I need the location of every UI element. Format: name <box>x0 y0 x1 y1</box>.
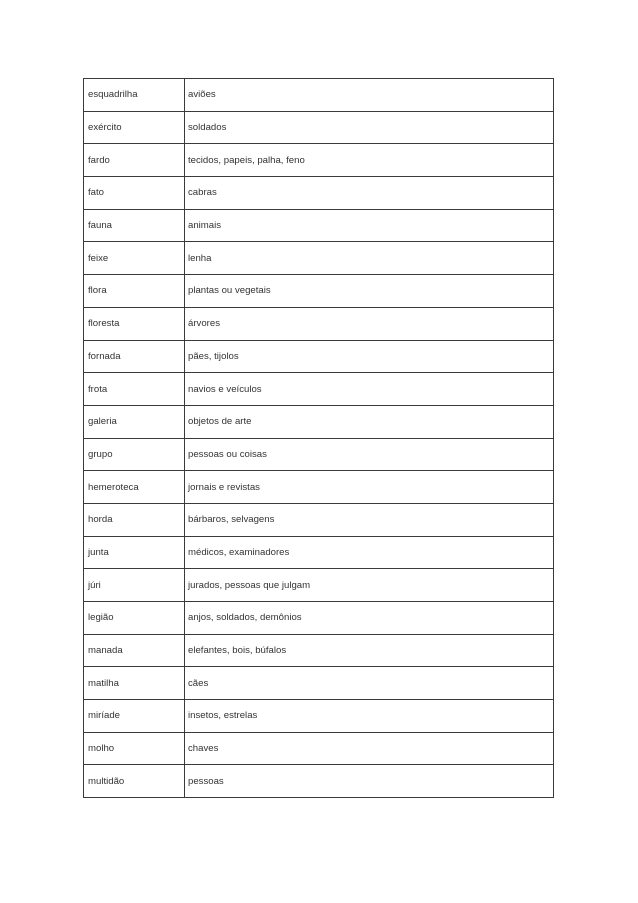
table-row <box>84 700 554 733</box>
table-row <box>84 765 554 798</box>
collective-nouns-table <box>83 78 554 798</box>
table-row <box>84 438 554 471</box>
term-cell: legião <box>84 602 185 635</box>
meaning-cell: aviões <box>185 79 554 112</box>
meaning-cell: bárbaros, selvagens <box>185 503 554 536</box>
term-cell: multidão <box>84 765 185 798</box>
table-row <box>84 177 554 210</box>
term-cell: fauna <box>84 209 185 242</box>
meaning-cell: plantas ou vegetais <box>185 275 554 308</box>
table-row <box>84 340 554 373</box>
meaning-cell: cabras <box>185 177 554 210</box>
meaning-cell: pessoas <box>185 765 554 798</box>
table-row <box>84 79 554 112</box>
table-row <box>84 503 554 536</box>
meaning-cell: cães <box>185 667 554 700</box>
meaning-cell: jornais e revistas <box>185 471 554 504</box>
meaning-cell: pães, tijolos <box>185 340 554 373</box>
meaning-cell: tecidos, papeis, palha, feno <box>185 144 554 177</box>
table-row <box>84 634 554 667</box>
table-row <box>84 144 554 177</box>
table-row <box>84 536 554 569</box>
table-row <box>84 602 554 635</box>
table-row <box>84 242 554 275</box>
table-row <box>84 111 554 144</box>
table-row <box>84 373 554 406</box>
term-cell: fornada <box>84 340 185 373</box>
meaning-cell: elefantes, bois, búfalos <box>185 634 554 667</box>
term-cell: exército <box>84 111 185 144</box>
meaning-cell: insetos, estrelas <box>185 700 554 733</box>
meaning-cell: objetos de arte <box>185 405 554 438</box>
meaning-cell: pessoas ou coisas <box>185 438 554 471</box>
table-row <box>84 307 554 340</box>
meaning-cell: lenha <box>185 242 554 275</box>
term-cell: galeria <box>84 405 185 438</box>
term-cell: junta <box>84 536 185 569</box>
meaning-cell: navios e veículos <box>185 373 554 406</box>
term-cell: floresta <box>84 307 185 340</box>
meaning-cell: árvores <box>185 307 554 340</box>
table-body <box>84 79 554 798</box>
term-cell: matilha <box>84 667 185 700</box>
table-row <box>84 667 554 700</box>
meaning-cell: anjos, soldados, demônios <box>185 602 554 635</box>
meaning-cell: animais <box>185 209 554 242</box>
table-row <box>84 405 554 438</box>
term-cell: molho <box>84 732 185 765</box>
meaning-cell: soldados <box>185 111 554 144</box>
term-cell: manada <box>84 634 185 667</box>
table-row <box>84 471 554 504</box>
term-cell: frota <box>84 373 185 406</box>
term-cell: júri <box>84 569 185 602</box>
term-cell: feixe <box>84 242 185 275</box>
term-cell: hemeroteca <box>84 471 185 504</box>
table-row <box>84 732 554 765</box>
meaning-cell: jurados, pessoas que julgam <box>185 569 554 602</box>
term-cell: grupo <box>84 438 185 471</box>
term-cell: fato <box>84 177 185 210</box>
meaning-cell: chaves <box>185 732 554 765</box>
term-cell: flora <box>84 275 185 308</box>
term-cell: miríade <box>84 700 185 733</box>
term-cell: esquadrilha <box>84 79 185 112</box>
table-row <box>84 275 554 308</box>
term-cell: fardo <box>84 144 185 177</box>
table-row <box>84 209 554 242</box>
meaning-cell: médicos, examinadores <box>185 536 554 569</box>
term-cell: horda <box>84 503 185 536</box>
table-row <box>84 569 554 602</box>
